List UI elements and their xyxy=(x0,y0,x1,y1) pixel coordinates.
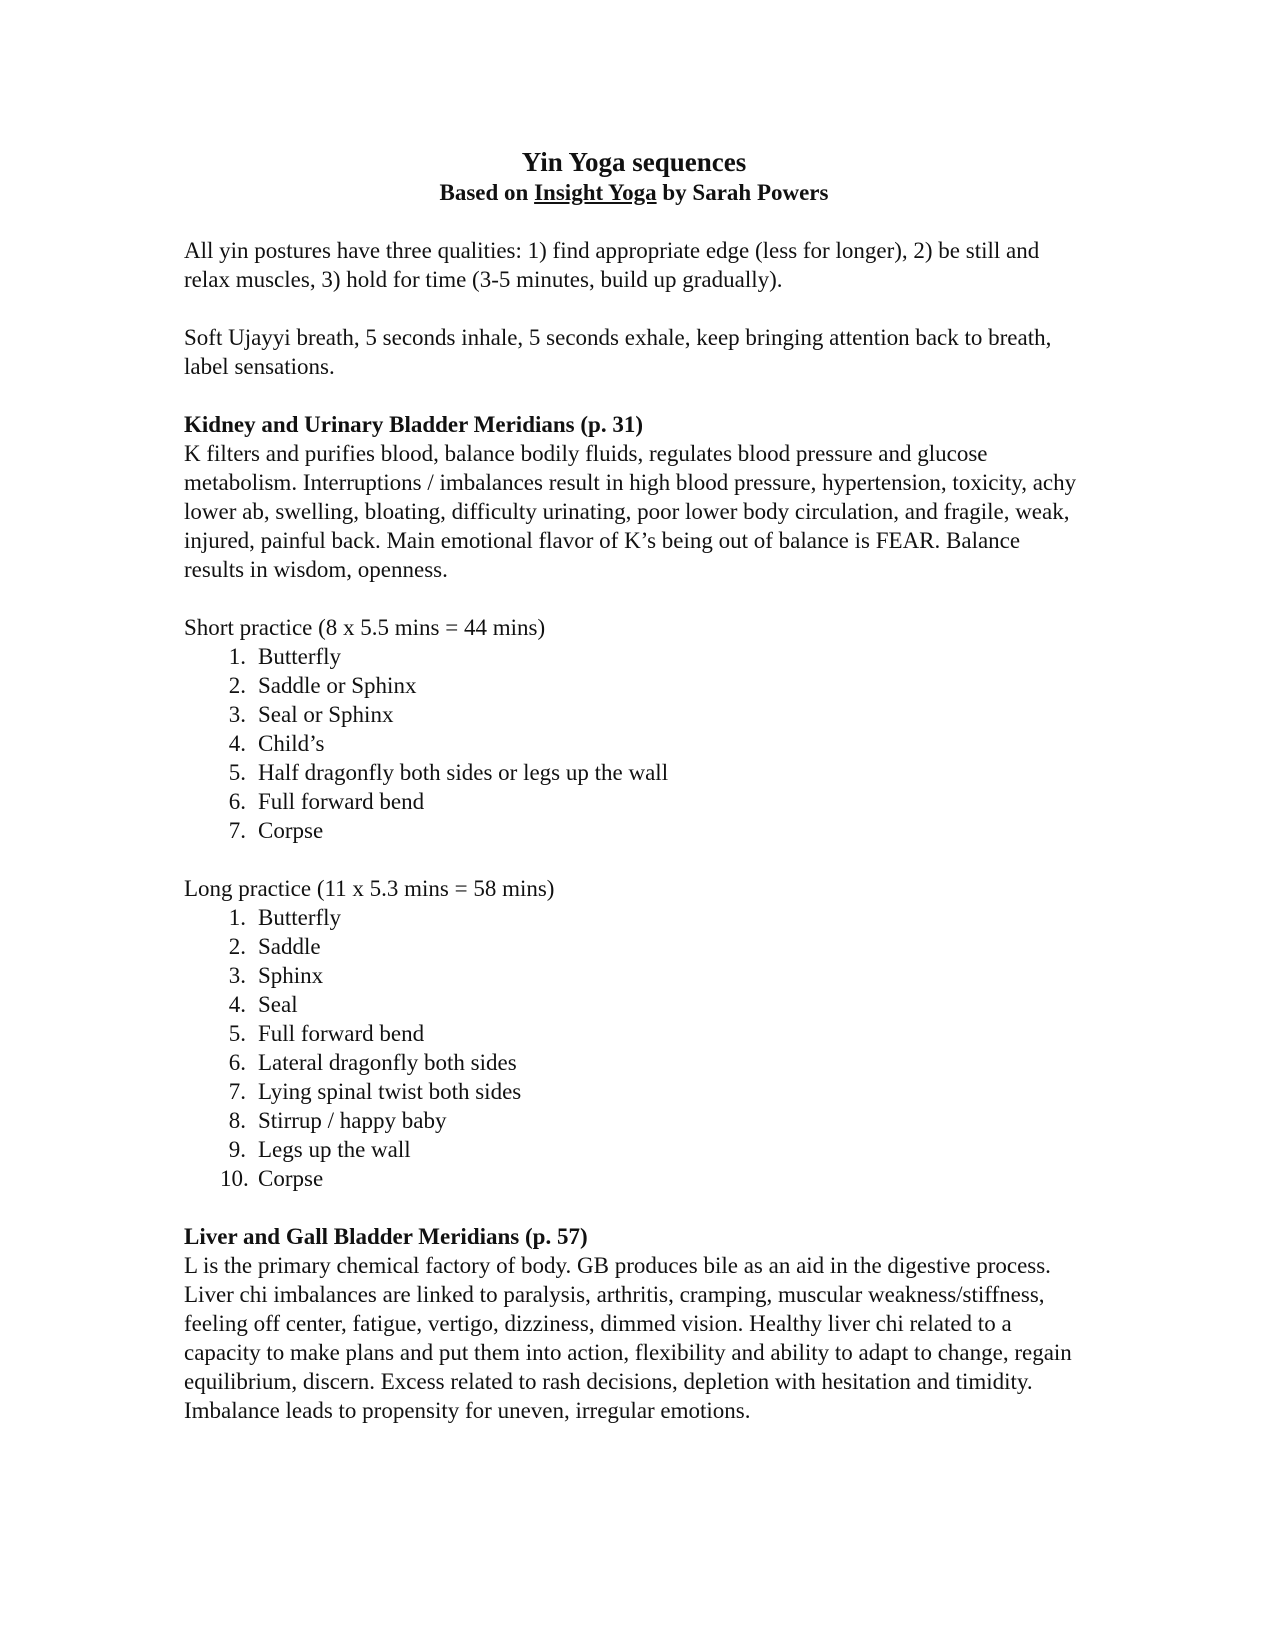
list-number: 7. xyxy=(228,818,246,843)
list-number: 5. xyxy=(228,1021,246,1046)
list-number: 3. xyxy=(228,702,246,727)
list-item xyxy=(184,642,1084,671)
book-title: Insight Yoga xyxy=(534,180,657,205)
list-number: 10. xyxy=(220,1166,249,1191)
list-item xyxy=(184,990,1084,1019)
liver-section-heading: Liver and Gall Bladder Meridians (p. 57) xyxy=(184,1224,588,1249)
list-text: Full forward bend xyxy=(258,789,425,814)
kidney-section-body: K filters and purifies blood, balance bodily fluids, regulates blood pressure and glucose metabolism. Interruptions / imbalances result in high blood pressure, hypertension, toxicity, achy lower ab, swelling, bloating, difficulty urinating, poor lower body circulation, and fragile, weak, injured, painful back. Main emotional flavor of K’s being out of balance is FEAR. Balance results in wisdom, openness. xyxy=(184,441,1077,582)
list-text: Saddle xyxy=(258,934,321,959)
list-number: 2. xyxy=(228,673,246,698)
list-number: 3. xyxy=(228,963,246,988)
document-page xyxy=(184,146,1084,1454)
list-item xyxy=(184,932,1084,961)
list-number: 2. xyxy=(228,934,246,959)
short-practice-list xyxy=(184,642,1084,845)
list-text: Sphinx xyxy=(258,963,324,988)
list-text: Seal or Sphinx xyxy=(258,702,394,727)
list-number: 9. xyxy=(228,1137,246,1162)
list-text: Child’s xyxy=(258,731,325,756)
intro-paragraph: All yin postures have three qualities: 1) find appropriate edge (less for longer), 2) be still and relax muscles, 3) hold for time (3-5 minutes, build up gradually). xyxy=(184,238,1040,292)
list-text: Lying spinal twist both sides xyxy=(258,1079,522,1104)
list-item xyxy=(184,1135,1084,1164)
list-text: Corpse xyxy=(258,818,324,843)
list-item xyxy=(184,816,1084,845)
list-text: Corpse xyxy=(258,1166,324,1191)
list-item xyxy=(184,787,1084,816)
list-item xyxy=(184,1019,1084,1048)
list-number: 1. xyxy=(228,644,246,669)
list-text: Seal xyxy=(258,992,298,1017)
list-item xyxy=(184,729,1084,758)
list-number: 4. xyxy=(228,731,246,756)
document-title: Yin Yoga sequences xyxy=(521,147,747,177)
liver-section-body: L is the primary chemical factory of body. GB produces bile as an aid in the digestive process. Liver chi imbalances are linked to paralysis, arthritis, cramping, muscular weakness/stiffness, feeling off center, fatigue, vertigo, dizziness, dimmed vision. Healthy liver chi related to a capacity to make plans and put them into action, flexibility and ability to adapt to change, regain equilibrium, discern. Excess related to rash decisions, depletion with hesitation and timidity. Imbalance leads to propensity for uneven, irregular emotions. xyxy=(184,1253,1072,1423)
list-number: 6. xyxy=(228,789,246,814)
list-number: 1. xyxy=(228,905,246,930)
list-text: Lateral dragonfly both sides xyxy=(258,1050,517,1075)
list-item xyxy=(184,1077,1084,1106)
document-subtitle xyxy=(184,178,1084,208)
long-practice-list xyxy=(184,903,1084,1193)
list-number: 7. xyxy=(228,1079,246,1104)
list-number: 8. xyxy=(228,1108,246,1133)
breath-paragraph: Soft Ujayyi breath, 5 seconds inhale, 5 seconds exhale, keep bringing attention back to breath, label sensations. xyxy=(184,325,1052,379)
short-practice-heading: Short practice (8 x 5.5 mins = 44 mins) xyxy=(184,615,546,640)
list-number: 5. xyxy=(228,760,246,785)
list-text: Butterfly xyxy=(258,905,342,930)
list-item xyxy=(184,1164,1084,1193)
list-text: Legs up the wall xyxy=(258,1137,411,1162)
subtitle-suffix: by Sarah Powers xyxy=(662,180,829,205)
subtitle-prefix: Based on xyxy=(439,180,529,205)
list-number: 4. xyxy=(228,992,246,1017)
list-item xyxy=(184,758,1084,787)
long-practice-heading: Long practice (11 x 5.3 mins = 58 mins) xyxy=(184,876,555,901)
list-text: Butterfly xyxy=(258,644,342,669)
list-text: Full forward bend xyxy=(258,1021,425,1046)
list-text: Half dragonfly both sides or legs up the wall xyxy=(258,760,669,785)
list-item xyxy=(184,961,1084,990)
list-item xyxy=(184,671,1084,700)
list-item xyxy=(184,1048,1084,1077)
list-item xyxy=(184,1106,1084,1135)
kidney-section-heading: Kidney and Urinary Bladder Meridians (p. 31) xyxy=(184,412,643,437)
list-text: Stirrup / happy baby xyxy=(258,1108,447,1133)
list-item xyxy=(184,700,1084,729)
list-item xyxy=(184,903,1084,932)
list-text: Saddle or Sphinx xyxy=(258,673,417,698)
list-number: 6. xyxy=(228,1050,246,1075)
